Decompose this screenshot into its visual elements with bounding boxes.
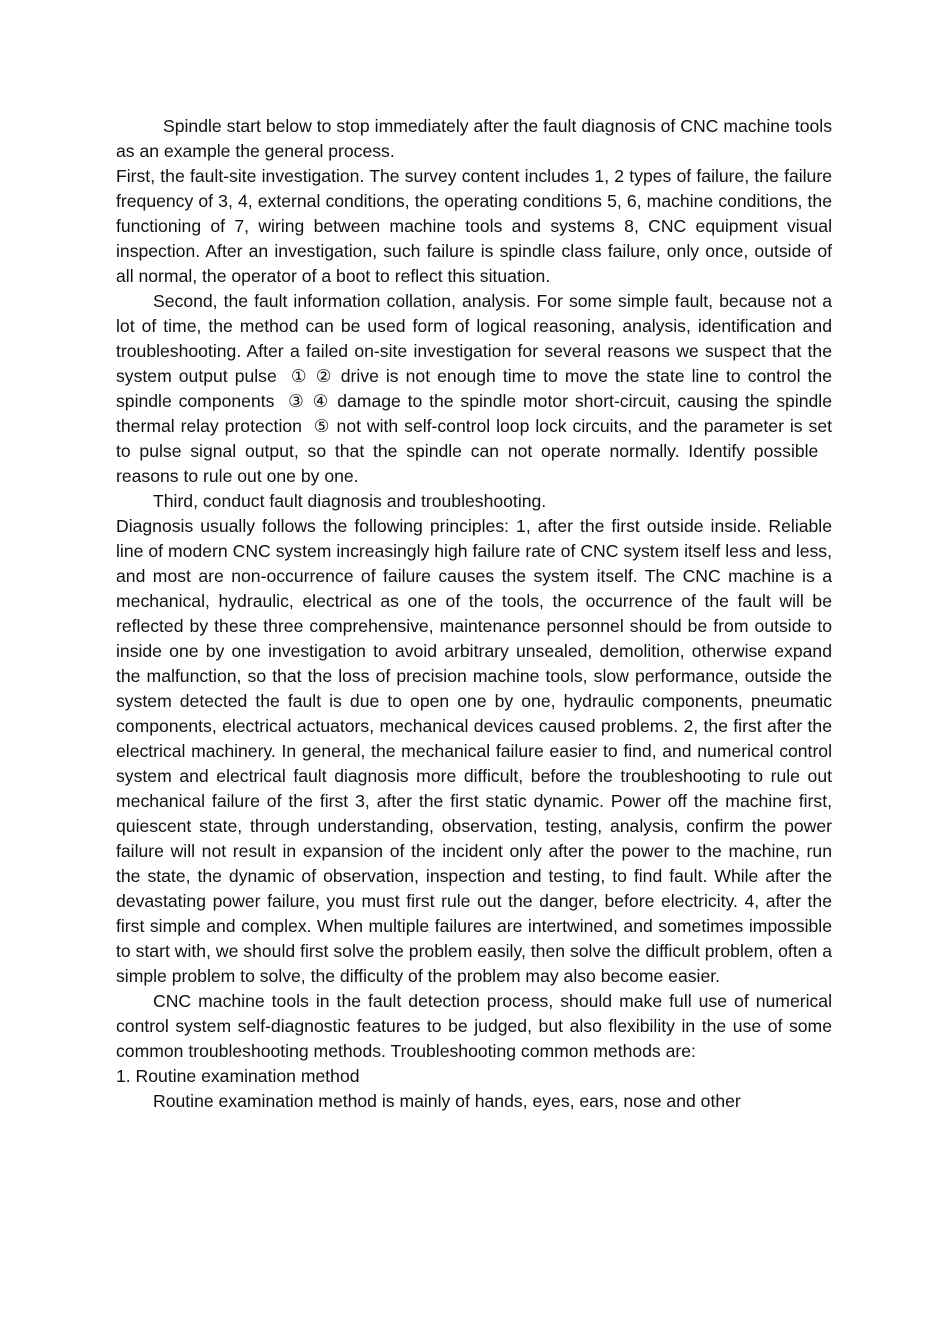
section-heading-routine-examination: 1. Routine examination method — [116, 1066, 360, 1086]
paragraph-second-analysis: Second, the fault information collation, analysis. For some simple fault, because not a lot of time, the method can be used form of logical reasoning, analysis, identification and troubleshooting. After a failed on-site investigation for several reasons we suspect that the system output pulse ① ② drive is not enough time to move the state line to control the spindle components ③ ④ damage to the spindle motor short-circuit, causing the spindle thermal relay protection ⑤ not with self-control loop lock circuits, and the parameter is set to pulse signal output, so that the spindle can not operate normally. Identify possible reasons to rule out one by one. — [116, 291, 832, 486]
paragraph-routine-examination: Routine examination method is mainly of hands, eyes, ears, nose and other — [153, 1091, 741, 1111]
paragraph-diagnosis-principles: Diagnosis usually follows the following principles: 1, after the first outside inside. Reliable line of modern CNC system increasingly high failure rate of CNC system itself less and less, and most are non-occurrence of failure causes the system itself. The CNC machine is a mechanical, hydraulic, electrical as one of the tools, the occurrence of the fault will be reflected by these three comprehensive, maintenance personnel should be from outside to inside one by one investigation to avoid arbitrary unsealed, demolition, otherwise expand the malfunction, so that the loss of precision machine tools, slow performance, outside the system detected the fault is due to open one by one, hydraulic components, pneumatic components, electrical actuators, mechanical devices caused problems. 2, the first after the electrical machinery. In general, the mechanical failure easier to find, and numerical control system and electrical fault diagnosis more difficult, before the troubleshooting to rule out mechanical failure of the first 3, after the first static dynamic. Power off the machine first, quiescent state, through understanding, observation, testing, analysis, confirm the power failure will not result in expansion of the incident only after the power to the machine, run the state, the dynamic of observation, inspection and testing, to find fault. While after the devastating power failure, you must first rule out the danger, before electricity. 4, after the first simple and complex. When multiple failures are intertwined, and sometimes impossible to start with, we should first solve the problem easily, then solve the difficult problem, often a simple problem to solve, the difficulty of the problem may also become easier. — [116, 516, 832, 986]
paragraph-third-heading: Third, conduct fault diagnosis and troubleshooting. — [153, 491, 547, 511]
paragraph-intro: Spindle start below to stop immediately after the fault diagnosis of CNC machine tools as an example the general process. — [116, 116, 832, 161]
paragraph-first-investigation: First, the fault-site investigation. The survey content includes 1, 2 types of failure, the failure frequency of 3, 4, external conditions, the operating conditions 5, 6, machine conditions, the functioning of 7, wiring between machine tools and systems 8, CNC equipment visual inspection. After an investigation, such failure is spindle class failure, only once, outside of all normal, the operator of a boot to reflect this situation. — [116, 166, 832, 286]
paragraph-troubleshooting-methods: CNC machine tools in the fault detection process, should make full use of numerical control system self-diagnostic features to be judged, but also flexibility in the use of some common troubleshooting methods. Troubleshooting common methods are: — [116, 991, 832, 1061]
document-page — [116, 114, 832, 1114]
